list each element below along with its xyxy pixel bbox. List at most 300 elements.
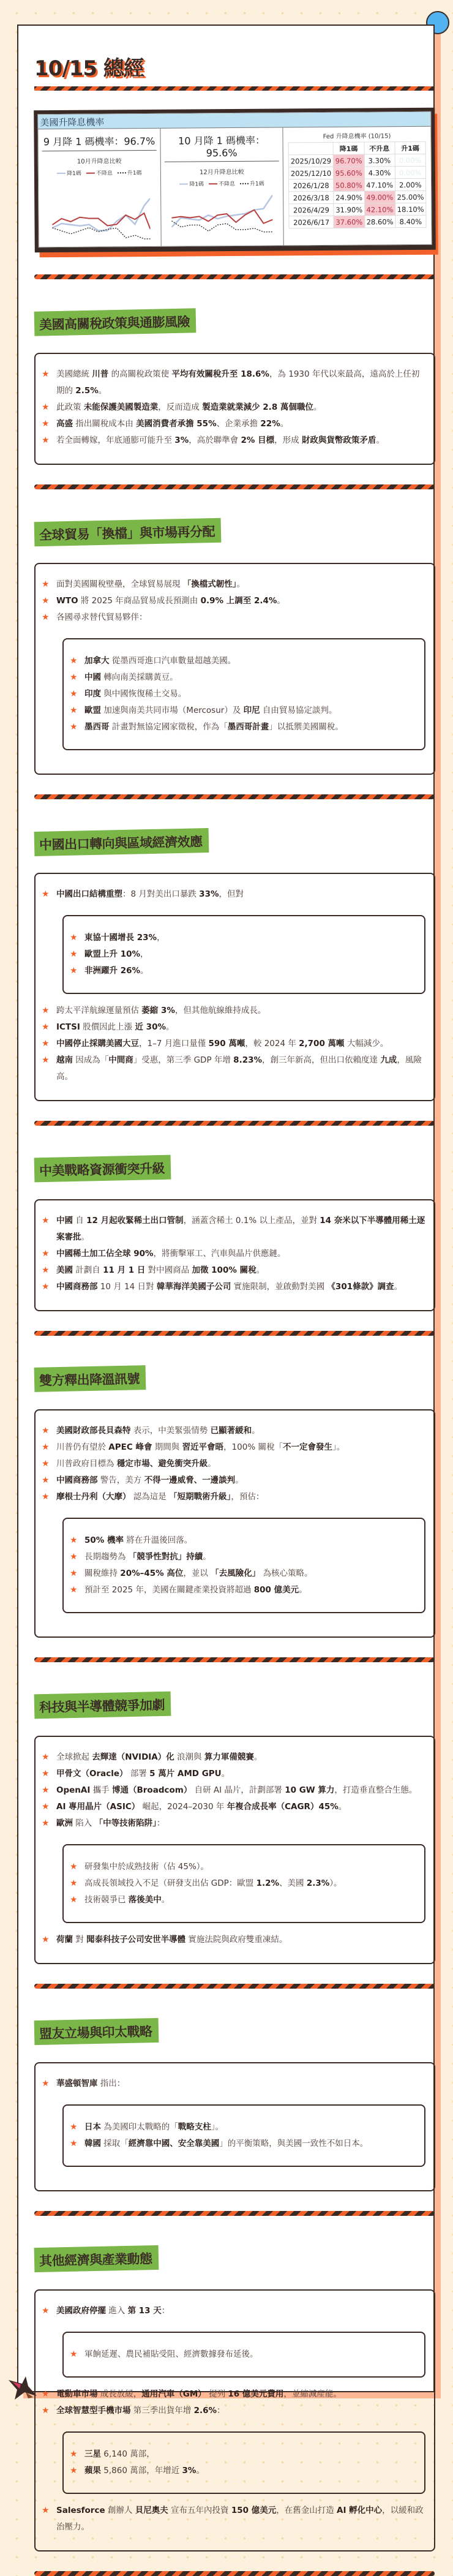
star-icon: ★: [42, 1769, 50, 1779]
emphasis-text: 華盛頓智庫: [56, 2079, 98, 2088]
bullet-text: [84, 2463, 204, 2479]
emphasis-text: 墨西哥計畫: [227, 722, 269, 732]
bullet-text: [56, 399, 321, 416]
bullet-item: [70, 2346, 416, 2363]
bullet-text: [84, 2446, 155, 2463]
emphasis-text: 年複合成長率（CAGR）45%: [226, 1802, 339, 1812]
body-text: 。: [166, 1022, 174, 1032]
table-body: [288, 154, 426, 228]
star-icon: ★: [70, 1535, 78, 1545]
row-date: 2026/3/18: [289, 191, 334, 204]
star-icon: ★: [42, 1006, 50, 1015]
emphasis-text: 歐盟: [84, 706, 101, 715]
star-icon: ★: [70, 722, 78, 732]
emphasis-text: 高盛: [56, 419, 73, 429]
body-text: 、企業承擔: [216, 419, 261, 429]
body-text: 高成長領域投入不足（研發支出佔 GDP：歐盟: [84, 1878, 256, 1888]
bullet-item: [42, 886, 425, 903]
bullet-item: [42, 1782, 425, 1799]
body-text: ，風險高。: [56, 1055, 422, 1082]
star-icon: ★: [70, 1585, 78, 1595]
bullet-text: [84, 702, 337, 719]
section-heading: 中國出口轉向與區域經濟效應: [34, 828, 209, 856]
bullet-item: [42, 1766, 425, 1782]
striped-divider: [34, 484, 435, 489]
bullet-text: [56, 593, 285, 609]
emphasis-text: 通用汽車（GM）: [141, 2389, 206, 2399]
bullet-item: [42, 2503, 425, 2536]
body-text: 川普仍有望於: [56, 1442, 109, 1452]
body-text: ，但其他航線維持成長。: [174, 1006, 266, 1015]
cell-hike: 18.10%: [395, 203, 426, 215]
emphasis-text: 20%–45% 高位: [120, 1569, 184, 1578]
bullet-item: [70, 946, 416, 963]
body-text: ，涵蓋含稀土 0.1% 以上產品，並對: [183, 1216, 320, 1226]
bullet-item: [70, 1892, 416, 1908]
nested-list-box: [62, 2104, 425, 2167]
table-caption: Fed 升降息機率 (10/15): [323, 133, 391, 140]
emphasis-text: 美國財政部長貝森特: [56, 1426, 131, 1436]
body-text: 第三季出貨年增: [130, 2406, 194, 2416]
emphasis-text: 習近平會晤: [182, 1442, 224, 1452]
body-text: ）。: [329, 1878, 342, 1888]
body-text: 大幅減少。: [344, 1039, 389, 1049]
emphasis-text: 製造業就業減少 2.8 萬個職位: [202, 402, 313, 412]
body-text: 實施限制，並啟動對美國: [231, 1282, 328, 1292]
body-text: 實施法院與政府雙重凍結。: [185, 1935, 288, 1945]
body-text: 。: [196, 2466, 204, 2476]
striped-divider: [34, 794, 435, 799]
panel-chart-title: 12月升降息比較: [200, 168, 244, 176]
body-text: ，1–7 月進口量僅: [139, 1039, 209, 1049]
bullet-text: [56, 1766, 230, 1782]
page-title: 10/15 總經: [34, 56, 144, 81]
body-text: 自由貿易協定談判。: [260, 706, 337, 715]
star-icon: ★: [42, 1935, 50, 1945]
bullet-item: [70, 2446, 416, 2463]
star-icon: ★: [70, 2349, 78, 2359]
bullet-text: [56, 416, 288, 432]
table-row: [288, 154, 425, 167]
fed-probability-table: [288, 129, 426, 229]
bullet-item: [70, 1582, 416, 1599]
bullet-item: [42, 2386, 425, 2403]
bullet-text: [84, 930, 165, 946]
body-text: 。: [313, 402, 322, 412]
star-icon: ★: [42, 1426, 50, 1436]
star-icon: ★: [42, 596, 50, 606]
cell-hold: 47.10%: [364, 179, 395, 191]
body-text: ，: [140, 949, 149, 959]
fed-header: 美國升降息機率: [38, 112, 430, 129]
body-text: 與中國恢復稀土交易。: [101, 689, 187, 699]
body-text: ，創三年新高，但出口依賴度達: [262, 1055, 381, 1065]
body-text: ，並以: [183, 1569, 211, 1578]
fed-body: [38, 127, 431, 247]
bullet-item: [70, 1565, 416, 1582]
star-icon: ★: [42, 2389, 50, 2399]
body-text: 自研 AI 晶片，計劃部署: [192, 1785, 285, 1795]
bullet-text: [84, 2346, 258, 2363]
body-text: 」以抵禦美國關稅。: [269, 722, 343, 732]
star-icon: ★: [70, 656, 78, 666]
bullet-item: [42, 1052, 425, 1085]
body-text: 」。: [332, 1442, 345, 1452]
fed-image-frame: [34, 108, 436, 253]
body-text: 加速與南美共同市場（Mercosur）及: [101, 706, 244, 715]
bullet-text: [84, 686, 186, 702]
emphasis-text: 0.9% 上調至 2.4%: [200, 596, 277, 606]
emphasis-text: 摩根士丹利（大摩）: [56, 1492, 131, 1502]
bullet-text: [56, 1262, 264, 1279]
emphasis-text: 「換檔式韌性」: [182, 579, 237, 589]
bullet-item: [70, 1875, 416, 1892]
emphasis-text: 3%: [182, 2466, 197, 2476]
bullet-text: [56, 576, 245, 593]
emphasis-text: 電動車市場: [56, 2389, 98, 2399]
nested-list-box: [62, 2431, 425, 2494]
bullet-text: [84, 1875, 342, 1892]
star-icon: ★: [42, 435, 50, 445]
emphasis-text: WTO: [56, 596, 78, 606]
emphasis-text: 韓華海洋美國子公司: [156, 1282, 231, 1292]
cell-cut: 24.90%: [334, 191, 364, 203]
star-icon: ★: [42, 1442, 50, 1452]
bullet-item: [42, 1439, 425, 1456]
bullet-text: [56, 1782, 417, 1799]
star-icon: ★: [70, 1878, 78, 1888]
panel-headline: 9 月降 1 碼機率：96.7%: [42, 131, 156, 151]
body-text: ，在舊金山打造: [276, 2506, 337, 2515]
cell-hike: 8.40%: [395, 215, 426, 227]
legend-hike: 升1碼: [118, 168, 142, 176]
body-text: 川普政府目標為: [56, 1459, 117, 1469]
col-header: 不升息: [364, 142, 395, 154]
emphasis-text: 不得一邊威脅、一邊談判: [144, 1475, 236, 1485]
body-text: 。: [235, 1475, 244, 1485]
star-icon: ★: [42, 1459, 50, 1469]
bullet-item: [42, 1932, 425, 1948]
section-heading: 其他經濟與產業動態: [34, 2245, 159, 2272]
bullet-item: [70, 2119, 416, 2136]
legend-hold: 不降息: [209, 179, 235, 187]
emphasis-text: 中國商務部: [56, 1475, 98, 1485]
body-text: 此政策: [56, 402, 84, 412]
star-icon: ★: [42, 612, 50, 622]
bullet-text: [84, 1532, 192, 1549]
star-icon: ★: [70, 2449, 78, 2459]
emphasis-text: 3%: [174, 435, 189, 445]
star-icon: ★: [70, 2122, 78, 2132]
emphasis-text: Salesforce: [56, 2506, 105, 2515]
cell-cut: 50.80%: [334, 179, 364, 191]
table-row: [289, 190, 426, 204]
emphasis-text: 「短期戰術升級」: [169, 1492, 231, 1502]
emphasis-text: 加徵 100% 關稅: [192, 1265, 256, 1275]
emphasis-text: 印度: [84, 689, 101, 699]
emphasis-text: 荷蘭: [56, 1935, 73, 1945]
striped-divider: [34, 274, 435, 279]
striped-divider: [34, 1331, 435, 1336]
body-text: 。: [81, 1232, 89, 1242]
table-header-row: [288, 141, 425, 155]
corner-star-decoration: [7, 2375, 38, 2400]
body-text: 」的平衡策略，與美國一致性不如日本。: [219, 2139, 369, 2149]
bullet-item: [70, 2136, 416, 2152]
body-text: 軍餉延遲、農民補貼受阻、經濟數據發布延後。: [84, 2349, 258, 2359]
emphasis-text: 2.3%: [306, 1878, 330, 1888]
emphasis-text: 博通（Broadcom）: [111, 1785, 192, 1795]
bullet-item: [42, 1815, 425, 1832]
body-text: 陷入: [73, 1818, 95, 1828]
body-text: 美國總統: [56, 369, 92, 379]
emphasis-text: 東協十國增長 23%: [84, 933, 157, 943]
bullet-item: [70, 669, 416, 686]
star-icon: ★: [70, 1552, 78, 1562]
striped-divider: [34, 2211, 435, 2216]
section-heading: 中美戰略資源衝突升級: [34, 1155, 171, 1183]
star-icon: ★: [70, 949, 78, 959]
star-icon: ★: [42, 1216, 50, 1226]
body-text: 10 月 14 日對: [97, 1282, 157, 1292]
emphasis-text: 16 億美元費用: [228, 2389, 284, 2399]
star-icon: ★: [42, 2406, 50, 2416]
body-text: 。: [98, 386, 107, 396]
col-header: [288, 142, 333, 155]
body-text: 。: [140, 966, 149, 976]
legend-cut: 降1碼: [179, 179, 204, 187]
bullet-text: [56, 1489, 264, 1505]
star-icon: ★: [70, 672, 78, 682]
body-text: ，為 1930 年代以來最高，遠高於上任初期的: [56, 369, 420, 396]
section-heading: 科技與半導體競爭加劇: [34, 1692, 171, 1719]
body-text: 。: [252, 1426, 260, 1436]
body-text: 計畫對無協定國家徵稅，作為「: [109, 722, 228, 732]
star-icon: ★: [42, 889, 50, 899]
body-text: 。: [338, 1802, 347, 1812]
body-text: 」受惠，第三季 GDP 年增: [133, 1055, 234, 1065]
body-text: 提列: [206, 2389, 228, 2399]
emphasis-text: 美國政府停擺: [56, 2306, 106, 2316]
table-row: [288, 178, 425, 192]
emphasis-text: APEC 峰會: [108, 1442, 152, 1452]
bullet-text: [56, 2076, 125, 2092]
bullet-text: [84, 1565, 312, 1582]
body-text: 。: [256, 1265, 265, 1275]
emphasis-text: 加拿大: [84, 656, 110, 666]
emphasis-text: 2.6%: [193, 2406, 217, 2416]
emphasis-text: 2,700 萬噸: [299, 1039, 345, 1049]
emphasis-text: 歐盟上升 10%: [84, 949, 141, 959]
star-icon: ★: [42, 1055, 50, 1065]
bullet-text: [56, 609, 148, 626]
body-text: 。: [203, 1552, 211, 1562]
emphasis-text: 8.23%: [233, 1055, 263, 1065]
star-icon: ★: [70, 933, 78, 943]
body-text: 創辦人: [105, 2506, 135, 2515]
star-icon: ★: [70, 2139, 78, 2149]
panel-chart-title: 10月升降息比較: [77, 158, 122, 165]
body-text: 認為這是: [130, 1492, 170, 1502]
bullet-text: [56, 1749, 262, 1766]
body-text: 期間與: [152, 1442, 182, 1452]
emphasis-text: 11 月 1 日: [103, 1265, 146, 1275]
body-text: 。: [277, 596, 285, 606]
cell-hold: 3.30%: [364, 154, 395, 167]
body-text: 部署: [127, 1769, 150, 1779]
bullet-text: [84, 669, 178, 686]
section-content-box: [34, 2289, 435, 2552]
body-text: 進入: [106, 2306, 128, 2316]
bullet-text: [56, 2303, 170, 2319]
body-text: ，高於聯準會: [189, 435, 241, 445]
body-text: 。: [208, 1459, 216, 1469]
body-text: ，形成: [274, 435, 302, 445]
cell-hold: 49.00%: [364, 191, 395, 203]
body-text: ，預估：: [231, 1492, 264, 1502]
emphasis-text: 穩定市場、避免衝突升級: [116, 1459, 208, 1469]
body-text: 面對美國關稅壁壘，全球貿易展現: [56, 579, 183, 589]
cell-cut: 96.70%: [334, 154, 364, 167]
bullet-item: [42, 1262, 425, 1279]
main-card: [17, 24, 435, 2532]
bullet-item: [70, 686, 416, 702]
bullet-text: [56, 1472, 244, 1489]
body-text: ，但對: [219, 889, 244, 899]
star-icon: ★: [42, 1282, 50, 1292]
body-text: 採取「: [101, 2139, 129, 2149]
body-text: 全球掀起: [56, 1752, 92, 1762]
body-text: 、美國: [279, 1878, 307, 1888]
nested-list-box: [62, 638, 425, 750]
emphasis-text: 590 萬噸: [208, 1039, 245, 1049]
section-content-box: [34, 1409, 435, 1638]
emphasis-text: 中國: [56, 1216, 73, 1226]
section-heading: 雙方釋出降溫訊號: [34, 1365, 146, 1392]
striped-divider: [34, 2571, 435, 2576]
body-text: 研發集中於成熟技術（佔 45%）。: [84, 1862, 209, 1872]
cell-hold: 28.60%: [364, 216, 395, 228]
bullet-item: [42, 366, 425, 399]
line-chart-dec: [168, 193, 273, 243]
bullet-text: [84, 719, 343, 736]
emphasis-text: 50% 機率: [84, 1535, 124, 1545]
table-row: [289, 215, 426, 228]
col-header: 升1碼: [395, 141, 425, 154]
fed-image-inner: [37, 111, 432, 247]
emphasis-text: 蘋果: [84, 2466, 101, 2476]
nested-list-box: [62, 1844, 425, 1923]
section-content-box: [34, 873, 435, 1101]
bullet-text: [84, 946, 149, 963]
bullet-item: [42, 416, 425, 432]
star-icon: ★: [70, 1862, 78, 1872]
body-text: 。: [236, 579, 245, 589]
body-text: 將在升溫後回落。: [124, 1535, 193, 1545]
emphasis-text: 中國商務部: [56, 1282, 98, 1292]
bullet-item: [42, 576, 425, 593]
emphasis-text: 算力軍備競賽: [204, 1752, 254, 1762]
body-text: 崛起，2024–2030 年: [140, 1802, 227, 1812]
bullet-text: [56, 1423, 260, 1439]
body-text: 技術競爭已: [84, 1895, 129, 1905]
fed-panel-dec: [160, 127, 283, 246]
bullet-text: [84, 1549, 211, 1565]
cell-hike: 2.00%: [395, 178, 425, 190]
body-text: 計劃自: [73, 1265, 103, 1275]
nested-list-box: [62, 2332, 425, 2378]
emphasis-text: 2% 目標: [241, 435, 275, 445]
bullet-text: [84, 963, 149, 979]
bullet-text: [84, 2136, 368, 2152]
body-text: ，反而造成: [158, 402, 203, 412]
emphasis-text: 「競爭性對抗」持續: [128, 1552, 203, 1562]
cell-cut: 37.60%: [334, 216, 364, 228]
body-text: 對: [73, 1935, 87, 1945]
emphasis-text: 平均有效關稅升至 18.6%: [171, 369, 269, 379]
fed-table-wrap: [283, 127, 431, 246]
section-heading: 全球貿易「換檔」與市場再分配: [34, 518, 222, 546]
section-content-box: [34, 1736, 435, 1964]
emphasis-text: AI 專用晶片（ASIC）: [56, 1802, 140, 1812]
bullet-item: [70, 719, 416, 736]
body-text: 」。: [211, 2122, 224, 2132]
star-icon: ★: [70, 966, 78, 976]
emphasis-text: 川普: [92, 369, 109, 379]
bullet-text: [84, 2119, 223, 2136]
body-text: 長期趨勢為: [84, 1552, 129, 1562]
bullet-text: [56, 1932, 287, 1948]
body-text: 關稅維持: [84, 1569, 121, 1578]
emphasis-text: 日本: [84, 2122, 101, 2132]
body-text: ，將衝擊軍工、汽車與晶片供應鏈。: [153, 1249, 286, 1259]
body-text: ：: [156, 1818, 165, 1828]
nested-list-box: [62, 1518, 425, 1613]
star-icon: ★: [70, 689, 78, 699]
col-header: 降1碼: [333, 142, 364, 154]
cell-hike: 0.00%: [395, 154, 425, 166]
emphasis-text: 甲骨文（Oracle）: [56, 1769, 128, 1779]
body-text: 5,860 萬部，年增近: [101, 2466, 182, 2476]
legend-hike: 升1碼: [240, 179, 264, 187]
body-text: 股價因此上漲: [80, 1022, 135, 1032]
star-icon: ★: [42, 402, 50, 412]
bullet-item: [70, 1549, 416, 1565]
bullet-item: [42, 2303, 425, 2319]
star-icon: ★: [42, 1785, 50, 1795]
nested-list-box: [62, 915, 425, 994]
bullet-text: [56, 886, 244, 903]
emphasis-text: 歐洲: [56, 1818, 73, 1828]
body-text: 浪潮與: [174, 1752, 204, 1762]
bullet-item: [42, 609, 425, 626]
star-icon: ★: [42, 1265, 50, 1275]
bullet-text: [56, 2403, 225, 2419]
emphasis-text: 財政與貨幣政策矛盾: [301, 435, 376, 445]
emphasis-text: 中國停止採購美國大豆: [56, 1039, 139, 1049]
star-icon: ★: [42, 1475, 50, 1485]
striped-divider: [34, 1984, 435, 1989]
body-text: 跨太平洋航線運量預估: [56, 1006, 142, 1015]
body-text: 。: [253, 1752, 263, 1762]
body-text: ，: [157, 933, 165, 943]
bullet-item: [42, 1489, 425, 1505]
star-icon: ★: [42, 419, 50, 429]
emphasis-text: 第 13 天: [127, 2306, 162, 2316]
bullet-item: [42, 1456, 425, 1472]
body-text: 6,140 萬部，: [101, 2449, 155, 2459]
bullet-text: [56, 1439, 345, 1456]
